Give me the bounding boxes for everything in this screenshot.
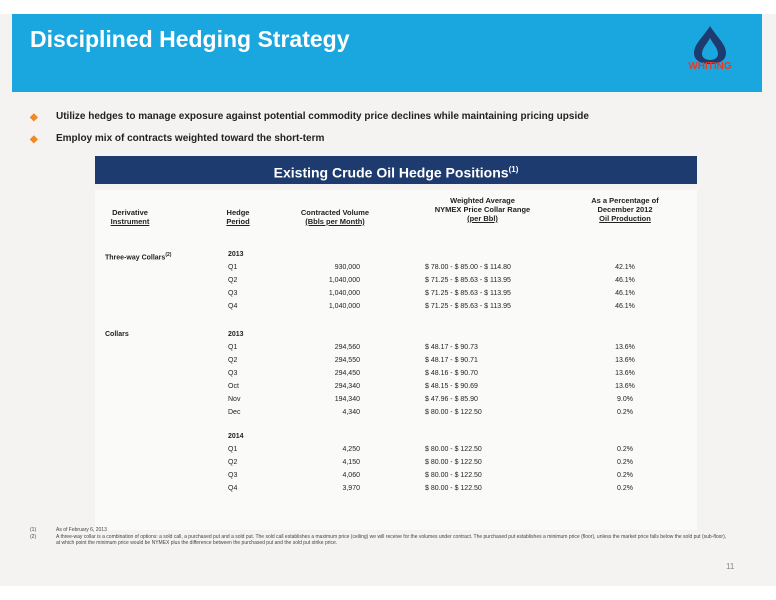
- price-cell: $ 71.25 - $ 85.63 - $ 113.95: [425, 290, 511, 297]
- percentage-cell: 9.0%: [617, 396, 633, 403]
- percentage-cell: 13.6%: [615, 383, 635, 390]
- volume-cell: 294,560: [334, 344, 360, 351]
- percentage-cell: 0.2%: [617, 472, 633, 479]
- price-cell: $ 80.00 - $ 122.50: [425, 485, 482, 492]
- percentage-cell: 0.2%: [617, 485, 633, 492]
- footnote: (1) As of February 6, 2013: [30, 527, 107, 533]
- top-margin: [0, 0, 776, 14]
- table-title: Existing Crude Oil Hedge Positions: [273, 164, 509, 181]
- percentage-cell: 13.6%: [615, 370, 635, 377]
- price-cell: $ 48.15 - $ 90.69: [425, 383, 478, 390]
- price-cell: $ 78.00 - $ 85.00 - $ 114.80: [425, 264, 511, 271]
- price-cell: $ 80.00 - $ 122.50: [425, 459, 482, 466]
- oil-drop-icon: [680, 24, 740, 64]
- instrument-label: Three-way Collars$^{(2)}$: [105, 252, 172, 262]
- company-logo: [680, 24, 740, 84]
- price-cell: $ 80.00 - $ 122.50: [425, 409, 482, 416]
- period-cell: Q1: [228, 264, 238, 271]
- hedge-table: [95, 190, 697, 530]
- table-title-bar: [95, 156, 697, 184]
- volume-cell: 294,450: [334, 370, 360, 377]
- volume-cell: 1,040,000: [328, 277, 360, 284]
- percentage-cell: 42.1%: [615, 264, 635, 271]
- footnote: (2) A three-way collar is a combination of options: a sold call, a purchased put and a sold put. The sold call establishes a maximum price (ceiling) we will receive for the volumes under contract. The purchased put establishes a minimum price (floor), unless the market price falls below the sold put (sub-floor), at which point the minimum price would be NYMEX plus the difference between the purchased put and the sold put strike price.: [30, 533, 727, 546]
- volume-cell: 3,970: [342, 485, 360, 492]
- price-cell: $ 71.25 - $ 85.63 - $ 113.95: [425, 277, 511, 284]
- period-cell: Q2: [228, 277, 238, 284]
- price-cell: $ 48.17 - $ 90.73: [425, 344, 478, 351]
- bullet-text: Employ mix of contracts weighted toward the short-term: [56, 133, 325, 144]
- period-cell: Oct: [228, 383, 239, 390]
- header-price: Weighted Average NYMEX Price Collar Range (per Bbl): [434, 196, 531, 223]
- percentage-cell: 13.6%: [615, 357, 635, 364]
- percentage-cell: 0.2%: [617, 446, 633, 453]
- period-cell: Q1: [228, 344, 238, 351]
- footnotes: [30, 527, 730, 547]
- period-cell: Q2: [228, 459, 238, 466]
- percentage-cell: 0.2%: [617, 409, 633, 416]
- bullet-text: Utilize hedges to manage exposure against potential commodity price declines while maintaining pricing upside: [56, 111, 589, 122]
- period-cell: Q3: [228, 290, 238, 297]
- volume-cell: 294,340: [334, 383, 360, 390]
- table-title-footnote: (1): [508, 165, 519, 174]
- header-period: Hedge Period: [226, 208, 250, 226]
- percentage-cell: 46.1%: [615, 303, 635, 310]
- price-cell: $ 71.25 - $ 85.63 - $ 113.95: [425, 303, 511, 310]
- price-cell: $ 80.00 - $ 122.50: [425, 446, 482, 453]
- volume-cell: 4,150: [342, 459, 360, 466]
- price-cell: $ 48.16 - $ 90.70: [425, 370, 478, 377]
- price-cell: $ 47.96 - $ 85.90: [425, 396, 478, 403]
- period-cell: Q1: [228, 446, 238, 453]
- year-label: 2013: [228, 331, 244, 338]
- header-instrument: Derivative Instrument: [110, 208, 150, 226]
- period-cell: Q2: [228, 357, 238, 364]
- logo-text: WHITING: [688, 61, 732, 72]
- header-volume: Contracted Volume (Bbls per Month): [300, 208, 370, 226]
- period-cell: Dec: [228, 409, 241, 416]
- period-cell: Q3: [228, 472, 238, 479]
- volume-cell: 1,040,000: [328, 290, 360, 297]
- bullet-list: [30, 111, 750, 155]
- period-cell: Q3: [228, 370, 238, 377]
- bullet-icon: ◆: [30, 134, 38, 145]
- percentage-cell: 46.1%: [615, 290, 635, 297]
- header-bar: [12, 14, 762, 92]
- bullet-icon: ◆: [30, 112, 38, 123]
- instrument-label: Collars: [105, 331, 129, 338]
- volume-cell: 4,250: [342, 446, 360, 453]
- price-cell: $ 80.00 - $ 122.50: [425, 472, 482, 479]
- volume-cell: 1,040,000: [328, 303, 360, 310]
- page-number: 11: [726, 562, 735, 571]
- volume-cell: 4,060: [342, 472, 360, 479]
- year-label: 2014: [228, 433, 244, 440]
- page-title: Disciplined Hedging Strategy: [30, 26, 350, 52]
- volume-cell: 930,000: [334, 264, 360, 271]
- year-label: 2013: [228, 251, 244, 258]
- bullet-item: [30, 111, 750, 133]
- instrument-footnote: (2): [165, 252, 172, 258]
- volume-cell: 4,340: [342, 409, 360, 416]
- period-cell: Q4: [228, 485, 238, 492]
- period-cell: Q4: [228, 303, 238, 310]
- price-cell: $ 48.17 - $ 90.71: [425, 357, 478, 364]
- percentage-cell: 46.1%: [615, 277, 635, 284]
- period-cell: Nov: [228, 396, 241, 403]
- header-percentage: As a Percentage of December 2012 Oil Production: [591, 196, 659, 223]
- bottom-margin: [0, 586, 776, 600]
- volume-cell: 294,550: [334, 357, 360, 364]
- volume-cell: 194,340: [334, 396, 360, 403]
- percentage-cell: 13.6%: [615, 344, 635, 351]
- bullet-item: [30, 133, 750, 155]
- percentage-cell: 0.2%: [617, 459, 633, 466]
